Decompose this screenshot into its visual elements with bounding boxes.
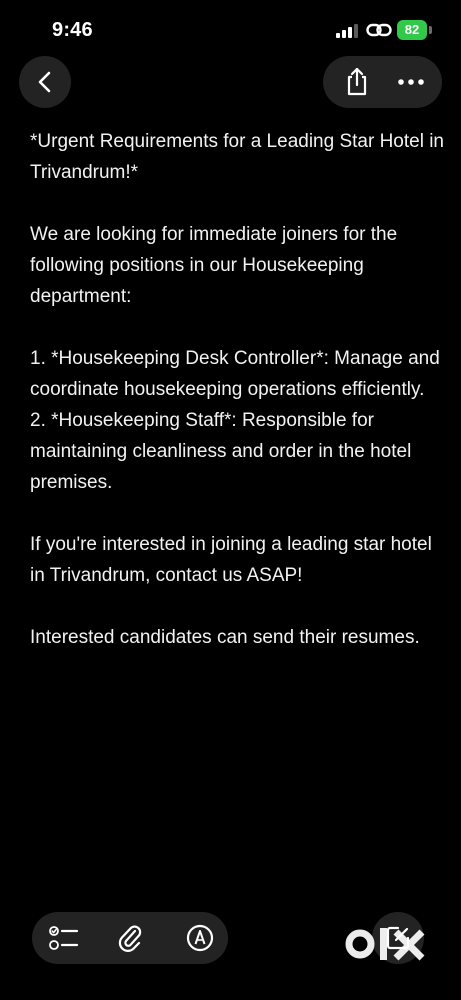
checklist-button[interactable]	[42, 912, 86, 964]
share-button[interactable]	[335, 56, 379, 108]
bottom-toolbar	[32, 912, 228, 964]
battery-icon	[397, 20, 433, 42]
note-title: *Urgent Requirements for a Leading Star Hotel in Trivandrum!*	[30, 131, 445, 183]
status-bar	[0, 0, 461, 56]
note-list-item-1: 1. *Housekeeping Desk Controller*: Manage and coordinate housekeeping operations efficiently.	[30, 348, 440, 400]
status-time: 9:46	[52, 19, 93, 41]
markup-button[interactable]	[178, 912, 222, 964]
more-button[interactable]	[389, 56, 433, 108]
link-icon	[366, 21, 392, 39]
note-intro: We are looking for immediate joiners for the following positions in our Housekeeping department:	[30, 224, 398, 307]
battery-level: 82	[397, 20, 427, 40]
note-list-item-2: 2. *Housekeeping Staff*: Responsible for maintaining cleanliness and order in the hotel premises.	[30, 410, 412, 493]
battery-cap	[429, 26, 432, 34]
share-icon	[344, 67, 370, 97]
paperclip-icon	[118, 923, 142, 953]
markup-pen-icon	[186, 924, 214, 952]
chevron-left-icon	[35, 70, 55, 94]
note-actions-group	[323, 56, 442, 108]
more-horizontal-icon	[397, 78, 425, 86]
signal-icon	[336, 24, 360, 38]
note-closing: Interested candidates can send their resumes.	[30, 627, 420, 648]
note-contact: If you're interested in joining a leading star hotel in Trivandrum, contact us ASAP!	[30, 534, 432, 586]
note-body[interactable]	[30, 126, 450, 684]
olx-watermark-logo	[344, 922, 432, 966]
attach-button[interactable]	[108, 912, 152, 964]
back-button[interactable]	[19, 56, 71, 108]
checklist-icon	[49, 924, 79, 952]
